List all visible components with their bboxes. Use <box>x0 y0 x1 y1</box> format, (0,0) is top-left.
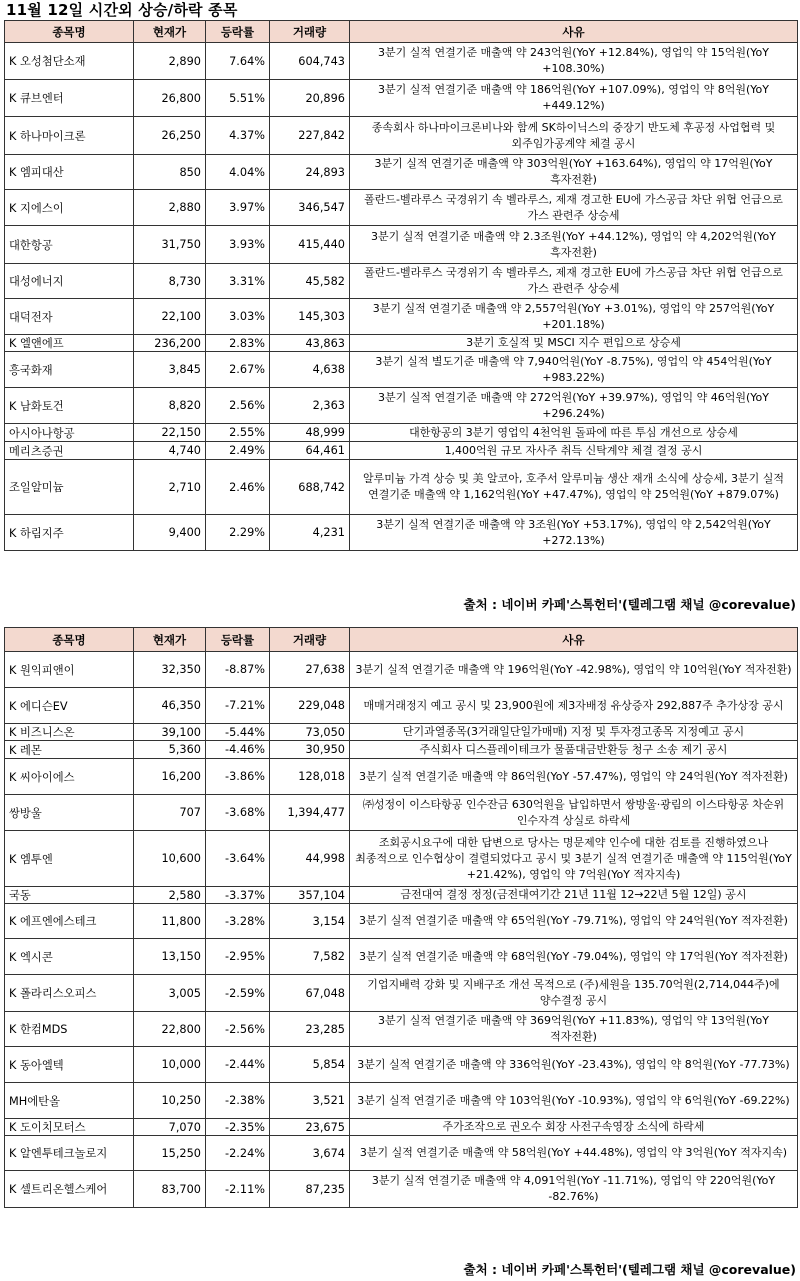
table-row <box>5 460 798 515</box>
current-price: 10,250 <box>134 1083 206 1119</box>
table-row <box>5 80 798 117</box>
table-row <box>5 795 798 831</box>
stock-name: K 지에스이 <box>5 190 134 226</box>
stock-name: 메리츠증권 <box>5 442 134 460</box>
current-price: 46,350 <box>134 688 206 724</box>
reason-text: 3분기 실적 연결기준 매출액 약 65억원(YoY -79.71%), 영업익 약 24억원(YoY 적자전환) <box>350 904 798 939</box>
change-rate: -2.56% <box>206 1012 270 1047</box>
change-rate: 4.04% <box>206 155 270 190</box>
current-price: 22,150 <box>134 424 206 442</box>
stock-name: K 하림지주 <box>5 515 134 551</box>
reason-text: ㈜성정이 이스타항공 인수잔금 630억원을 납입하면서 쌍방울·광림의 이스타항공 차순위 인수자격 상실로 하락세 <box>350 795 798 831</box>
table-row <box>5 264 798 299</box>
stock-name: K 엠피대산 <box>5 155 134 190</box>
source-note-top: 출처 : 네이버 카페'스톡헌터'(텔레그램 채널 @corevalue) <box>463 597 796 612</box>
current-price: 2,880 <box>134 190 206 226</box>
change-rate: -2.59% <box>206 975 270 1012</box>
table-row <box>5 442 798 460</box>
table-row <box>5 515 798 551</box>
header-name: 종목명 <box>5 21 134 43</box>
current-price: 10,600 <box>134 831 206 887</box>
table-row <box>5 43 798 80</box>
stock-name: K 폴라리스오피스 <box>5 975 134 1012</box>
table-row <box>5 155 798 190</box>
table-row <box>5 975 798 1012</box>
change-rate: 2.29% <box>206 515 270 551</box>
change-rate: 3.03% <box>206 299 270 335</box>
current-price: 8,730 <box>134 264 206 299</box>
reason-text: 3분기 실적 연결기준 매출액 약 68억원(YoY -79.04%), 영업익 약 17억원(YoY 적자전환) <box>350 939 798 975</box>
change-rate: -2.95% <box>206 939 270 975</box>
trade-volume: 73,050 <box>270 724 350 741</box>
change-rate: -2.24% <box>206 1136 270 1171</box>
reason-text: 3분기 실적 연결기준 매출액 약 243억원(YoY +12.84%), 영업익 약 15억원(YoY +108.30%) <box>350 43 798 80</box>
header-reason: 사유 <box>350 21 798 43</box>
header-volume: 거래량 <box>270 628 350 652</box>
reason-text: 조회공시요구에 대한 답변으로 당사는 명문제약 인수에 대한 검토를 진행하였으나 최종적으로 인수협상이 결렬되었다고 공시 및 3분기 실적 연결기준 매출액 약 115억원(YoY +21.42%), 영업익 약 7억원(YoY 적자지속) <box>350 831 798 887</box>
table-row <box>5 741 798 759</box>
trade-volume: 20,896 <box>270 80 350 117</box>
change-rate: -4.46% <box>206 741 270 759</box>
trade-volume: 2,363 <box>270 388 350 424</box>
reason-text: 기업지배력 강화 및 지배구조 개선 목적으로 (주)세원을 135.70억원(2,714,044주)에 양수결정 공시 <box>350 975 798 1012</box>
reason-text: 매매거래정지 예고 공시 및 23,900원에 제3자배정 유상증자 292,887주 추가상장 공시 <box>350 688 798 724</box>
reason-text: 알루미늄 가격 상승 및 美 알코아, 호주서 알루미늄 생산 재개 소식에 상승세, 3분기 실적 연결기준 매출액 약 1,162억원(YoY +47.47%), 영업익 약 25억원(YoY +879.07%) <box>350 460 798 515</box>
change-rate: 2.67% <box>206 352 270 388</box>
trade-volume: 229,048 <box>270 688 350 724</box>
reason-text: 3분기 실적 연결기준 매출액 약 186억원(YoY +107.09%), 영업익 약 8억원(YoY +449.12%) <box>350 80 798 117</box>
stock-name: K 동아엘텍 <box>5 1047 134 1083</box>
stock-name: K 알엔투테크놀로지 <box>5 1136 134 1171</box>
change-rate: -3.64% <box>206 831 270 887</box>
change-rate: 5.51% <box>206 80 270 117</box>
current-price: 31,750 <box>134 226 206 264</box>
current-price: 22,100 <box>134 299 206 335</box>
trade-volume: 4,231 <box>270 515 350 551</box>
stock-name: 대덕전자 <box>5 299 134 335</box>
change-rate: -2.38% <box>206 1083 270 1119</box>
stock-name: 국동 <box>5 887 134 904</box>
current-price: 13,150 <box>134 939 206 975</box>
stock-name: K 한컴MDS <box>5 1012 134 1047</box>
table-row <box>5 226 798 264</box>
current-price: 32,350 <box>134 652 206 688</box>
reason-text: 대한항공의 3분기 영업익 4천억원 돌파에 따른 투심 개선으로 상승세 <box>350 424 798 442</box>
trade-volume: 346,547 <box>270 190 350 226</box>
stock-name: K 에프엔에스테크 <box>5 904 134 939</box>
table-row <box>5 652 798 688</box>
trade-volume: 48,999 <box>270 424 350 442</box>
table-row <box>5 1047 798 1083</box>
current-price: 9,400 <box>134 515 206 551</box>
reason-text: 3분기 실적 별도기준 매출액 약 7,940억원(YoY -8.75%), 영업익 약 454억원(YoY +983.22%) <box>350 352 798 388</box>
change-rate: 2.49% <box>206 442 270 460</box>
current-price: 15,250 <box>134 1136 206 1171</box>
stock-name: 아시아나항공 <box>5 424 134 442</box>
reason-text: 3분기 실적 연결기준 매출액 약 3조원(YoY +53.17%), 영업익 약 2,542억원(YoY +272.13%) <box>350 515 798 551</box>
header-reason: 사유 <box>350 628 798 652</box>
stock-name: MH에탄올 <box>5 1083 134 1119</box>
table-header-row <box>5 628 798 652</box>
stock-name: 흥국화재 <box>5 352 134 388</box>
current-price: 2,710 <box>134 460 206 515</box>
trade-volume: 4,638 <box>270 352 350 388</box>
header-price: 현재가 <box>134 628 206 652</box>
stock-name: 대한항공 <box>5 226 134 264</box>
page-title: 11월 12일 시간외 상승/하락 종목 <box>6 1 238 19</box>
current-price: 850 <box>134 155 206 190</box>
trade-volume: 227,842 <box>270 117 350 155</box>
trade-volume: 3,674 <box>270 1136 350 1171</box>
reason-text: 주식회사 디스플레이테크가 물품대금반환등 청구 소송 제기 공시 <box>350 741 798 759</box>
table-row <box>5 688 798 724</box>
table-row <box>5 117 798 155</box>
trade-volume: 604,743 <box>270 43 350 80</box>
trade-volume: 27,638 <box>270 652 350 688</box>
stock-name: K 남화토건 <box>5 388 134 424</box>
current-price: 2,580 <box>134 887 206 904</box>
change-rate: -5.44% <box>206 724 270 741</box>
trade-volume: 688,742 <box>270 460 350 515</box>
stock-name: K 씨아이에스 <box>5 759 134 795</box>
trade-volume: 45,582 <box>270 264 350 299</box>
trade-volume: 145,303 <box>270 299 350 335</box>
change-rate: 2.55% <box>206 424 270 442</box>
current-price: 7,070 <box>134 1119 206 1136</box>
stock-name: K 에디슨EV <box>5 688 134 724</box>
falling-stocks-table <box>4 627 798 1208</box>
table-row <box>5 759 798 795</box>
reason-text: 금전대여 결정 정정(금전대여기간 21년 11월 12→22년 5월 12일) 공시 <box>350 887 798 904</box>
rising-stocks-table <box>4 20 798 551</box>
stock-name: K 비즈니스온 <box>5 724 134 741</box>
table-row <box>5 724 798 741</box>
header-name: 종목명 <box>5 628 134 652</box>
stock-name: K 큐브엔터 <box>5 80 134 117</box>
current-price: 8,820 <box>134 388 206 424</box>
stock-name: K 원익피앤이 <box>5 652 134 688</box>
trade-volume: 67,048 <box>270 975 350 1012</box>
reason-text: 3분기 실적 연결기준 매출액 약 369억원(YoY +11.83%), 영업익 약 13억원(YoY 적자전환) <box>350 1012 798 1047</box>
trade-volume: 5,854 <box>270 1047 350 1083</box>
trade-volume: 30,950 <box>270 741 350 759</box>
trade-volume: 64,461 <box>270 442 350 460</box>
reason-text: 3분기 실적 연결기준 매출액 약 2,557억원(YoY +3.01%), 영업익 약 257억원(YoY +201.18%) <box>350 299 798 335</box>
table-row <box>5 335 798 352</box>
table-row <box>5 939 798 975</box>
trade-volume: 357,104 <box>270 887 350 904</box>
trade-volume: 23,675 <box>270 1119 350 1136</box>
current-price: 707 <box>134 795 206 831</box>
current-price: 3,005 <box>134 975 206 1012</box>
stock-name: K 오성첨단소재 <box>5 43 134 80</box>
current-price: 2,890 <box>134 43 206 80</box>
stock-name: K 레몬 <box>5 741 134 759</box>
table-row <box>5 1083 798 1119</box>
stock-name: K 엘앤에프 <box>5 335 134 352</box>
current-price: 4,740 <box>134 442 206 460</box>
table-row <box>5 1119 798 1136</box>
trade-volume: 1,394,477 <box>270 795 350 831</box>
reason-text: 3분기 실적 연결기준 매출액 약 196억원(YoY -42.98%), 영업익 약 10억원(YoY 적자전환) <box>350 652 798 688</box>
table-row <box>5 887 798 904</box>
trade-volume: 87,235 <box>270 1171 350 1208</box>
reason-text: 폴란드-벨라루스 국경위기 속 벨라루스, 제재 경고한 EU에 가스공급 차단 위협 언급으로 가스 관련주 상승세 <box>350 190 798 226</box>
current-price: 11,800 <box>134 904 206 939</box>
reason-text: 3분기 실적 연결기준 매출액 약 58억원(YoY +44.48%), 영업익 약 3억원(YoY 적자지속) <box>350 1136 798 1171</box>
current-price: 3,845 <box>134 352 206 388</box>
trade-volume: 3,154 <box>270 904 350 939</box>
change-rate: -3.68% <box>206 795 270 831</box>
change-rate: -2.11% <box>206 1171 270 1208</box>
change-rate: -3.86% <box>206 759 270 795</box>
change-rate: -8.87% <box>206 652 270 688</box>
change-rate: -7.21% <box>206 688 270 724</box>
header-change: 등락률 <box>206 21 270 43</box>
reason-text: 1,400억원 규모 자사주 취득 신탁계약 체결 결정 공시 <box>350 442 798 460</box>
header-volume: 거래량 <box>270 21 350 43</box>
current-price: 10,000 <box>134 1047 206 1083</box>
reason-text: 3분기 실적 연결기준 매출액 약 103억원(YoY -10.93%), 영업익 약 6억원(YoY -69.22%) <box>350 1083 798 1119</box>
change-rate: 4.37% <box>206 117 270 155</box>
trade-volume: 3,521 <box>270 1083 350 1119</box>
reason-text: 단기과열종목(3거래일단일가매매) 지정 및 투자경고종목 지정예고 공시 <box>350 724 798 741</box>
reason-text: 주가조작으로 권오수 회장 사전구속영장 소식에 하락세 <box>350 1119 798 1136</box>
reason-text: 3분기 실적 연결기준 매출액 약 336억원(YoY -23.43%), 영업익 약 8억원(YoY -77.73%) <box>350 1047 798 1083</box>
table-row <box>5 388 798 424</box>
trade-volume: 415,440 <box>270 226 350 264</box>
reason-text: 종속회사 하나마이크론비나와 함께 SK하이닉스의 중장기 반도체 후공정 사업협력 및 외주임가공계약 체결 공시 <box>350 117 798 155</box>
stock-name: 대성에너지 <box>5 264 134 299</box>
current-price: 5,360 <box>134 741 206 759</box>
reason-text: 3분기 실적 연결기준 매출액 약 4,091억원(YoY -11.71%), 영업익 약 220억원(YoY -82.76%) <box>350 1171 798 1208</box>
change-rate: 2.83% <box>206 335 270 352</box>
change-rate: 3.31% <box>206 264 270 299</box>
trade-volume: 24,893 <box>270 155 350 190</box>
current-price: 83,700 <box>134 1171 206 1208</box>
reason-text: 3분기 실적 연결기준 매출액 약 2.3조원(YoY +44.12%), 영업익 약 4,202억원(YoY 흑자전환) <box>350 226 798 264</box>
reason-text: 3분기 실적 연결기준 매출액 약 86억원(YoY -57.47%), 영업익 약 24억원(YoY 적자전환) <box>350 759 798 795</box>
table-row <box>5 352 798 388</box>
stock-name: 조일알미늄 <box>5 460 134 515</box>
change-rate: -3.37% <box>206 887 270 904</box>
current-price: 22,800 <box>134 1012 206 1047</box>
trade-volume: 23,285 <box>270 1012 350 1047</box>
current-price: 39,100 <box>134 724 206 741</box>
table-row <box>5 1012 798 1047</box>
reason-text: 폴란드-벨라루스 국경위기 속 벨라루스, 제재 경고한 EU에 가스공급 차단 위협 언급으로 가스 관련주 상승세 <box>350 264 798 299</box>
stock-name: K 하나마이크론 <box>5 117 134 155</box>
change-rate: -2.44% <box>206 1047 270 1083</box>
table-row <box>5 1136 798 1171</box>
current-price: 16,200 <box>134 759 206 795</box>
change-rate: 7.64% <box>206 43 270 80</box>
reason-text: 3분기 호실적 및 MSCI 지수 편입으로 상승세 <box>350 335 798 352</box>
stock-name: K 도이치모터스 <box>5 1119 134 1136</box>
change-rate: 3.93% <box>206 226 270 264</box>
change-rate: 3.97% <box>206 190 270 226</box>
trade-volume: 7,582 <box>270 939 350 975</box>
header-price: 현재가 <box>134 21 206 43</box>
change-rate: -3.28% <box>206 904 270 939</box>
trade-volume: 128,018 <box>270 759 350 795</box>
change-rate: 2.56% <box>206 388 270 424</box>
stock-name: K 엠투엔 <box>5 831 134 887</box>
reason-text: 3분기 실적 연결기준 매출액 약 303억원(YoY +163.64%), 영업익 약 17억원(YoY 흑자전환) <box>350 155 798 190</box>
trade-volume: 44,998 <box>270 831 350 887</box>
table-row <box>5 190 798 226</box>
table-header-row <box>5 21 798 43</box>
source-note-bottom: 출처 : 네이버 카페'스톡헌터'(텔레그램 채널 @corevalue) <box>463 1262 796 1277</box>
stock-name: K 셀트리온헬스케어 <box>5 1171 134 1208</box>
header-change: 등락률 <box>206 628 270 652</box>
trade-volume: 43,863 <box>270 335 350 352</box>
change-rate: -2.35% <box>206 1119 270 1136</box>
stock-name: K 엑시콘 <box>5 939 134 975</box>
change-rate: 2.46% <box>206 460 270 515</box>
table-row <box>5 424 798 442</box>
current-price: 26,250 <box>134 117 206 155</box>
table-row <box>5 831 798 887</box>
current-price: 26,800 <box>134 80 206 117</box>
reason-text: 3분기 실적 연결기준 매출액 약 272억원(YoY +39.97%), 영업익 약 46억원(YoY +296.24%) <box>350 388 798 424</box>
table-row <box>5 1171 798 1208</box>
table-row <box>5 904 798 939</box>
table-row <box>5 299 798 335</box>
stock-name: 쌍방울 <box>5 795 134 831</box>
current-price: 236,200 <box>134 335 206 352</box>
